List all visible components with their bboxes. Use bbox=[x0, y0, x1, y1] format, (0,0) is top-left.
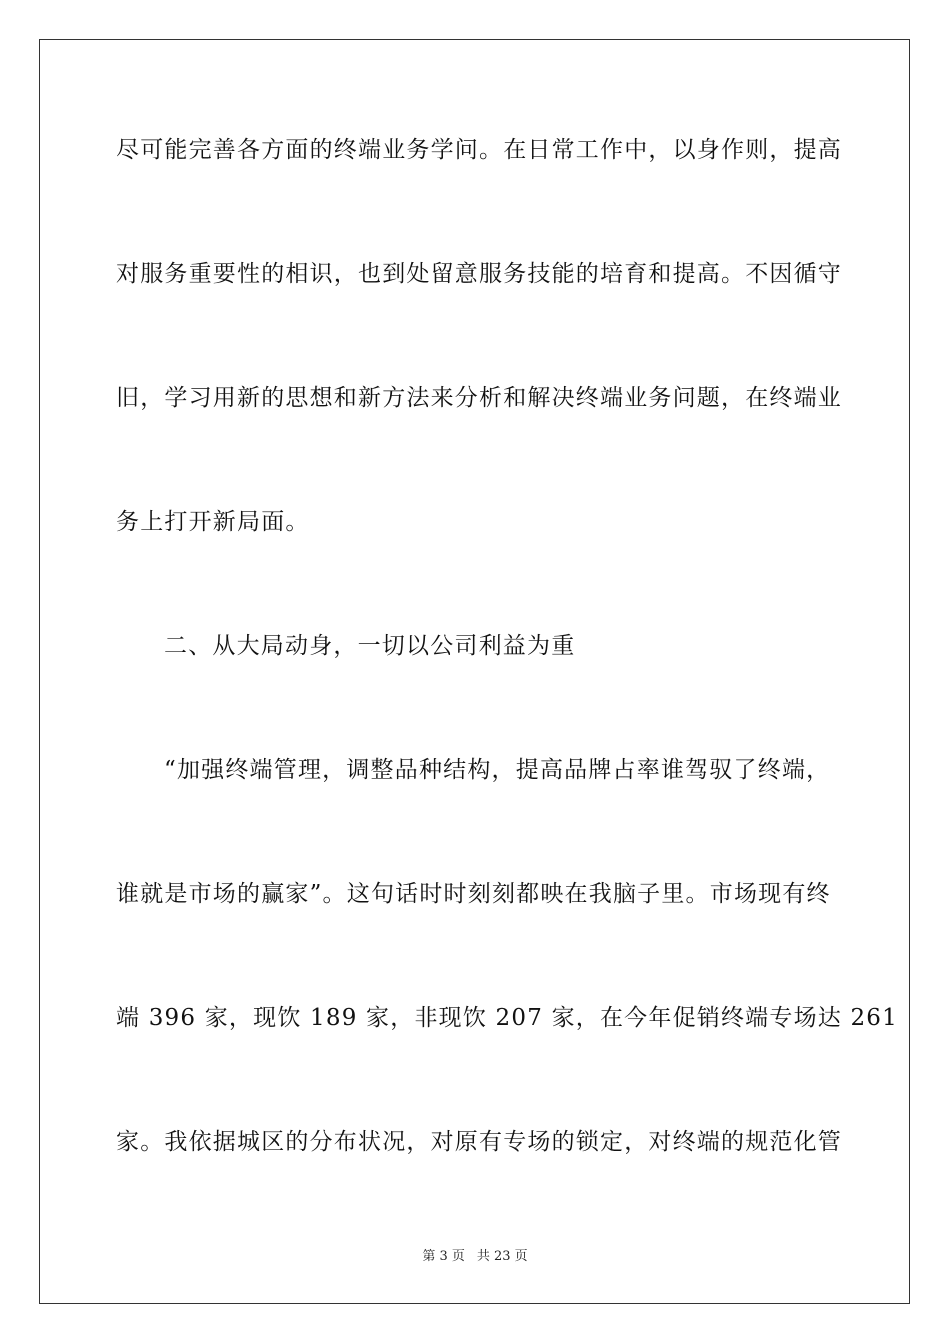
body-text-line: 谁就是市场的赢家”。这句话时时刻刻都映在我脑子里。市场现有终 bbox=[116, 881, 831, 907]
page-number: 第 3 页 bbox=[422, 1249, 465, 1264]
page-total: 共 23 页 bbox=[476, 1249, 528, 1264]
body-text-line: 尽可能完善各方面的终端业务学问。在日常工作中，以身作则，提高 bbox=[116, 137, 842, 163]
body-text-line: 旧，学习用新的思想和新方法来分析和解决终端业务问题，在终端业 bbox=[116, 385, 842, 411]
body-text-line: 端 396 家，现饮 189 家，非现饮 207 家，在今年促销终端专场达 261 bbox=[116, 1005, 898, 1031]
body-text-line: 务上打开新局面。 bbox=[116, 509, 310, 535]
body-text-line: 家。我依据城区的分布状况，对原有专场的锁定，对终端的规范化管 bbox=[116, 1129, 842, 1155]
page-border bbox=[39, 39, 910, 1304]
section-heading: 二、从大局动身，一切以公司利益为重 bbox=[164, 633, 576, 659]
body-text-line: “加强终端管理，调整品种结构，提高品牌占率谁驾驭了终端， bbox=[164, 757, 831, 783]
page-footer bbox=[0, 1248, 950, 1266]
body-text-line: 对服务重要性的相识，也到处留意服务技能的培育和提高。不因循守 bbox=[116, 261, 842, 287]
